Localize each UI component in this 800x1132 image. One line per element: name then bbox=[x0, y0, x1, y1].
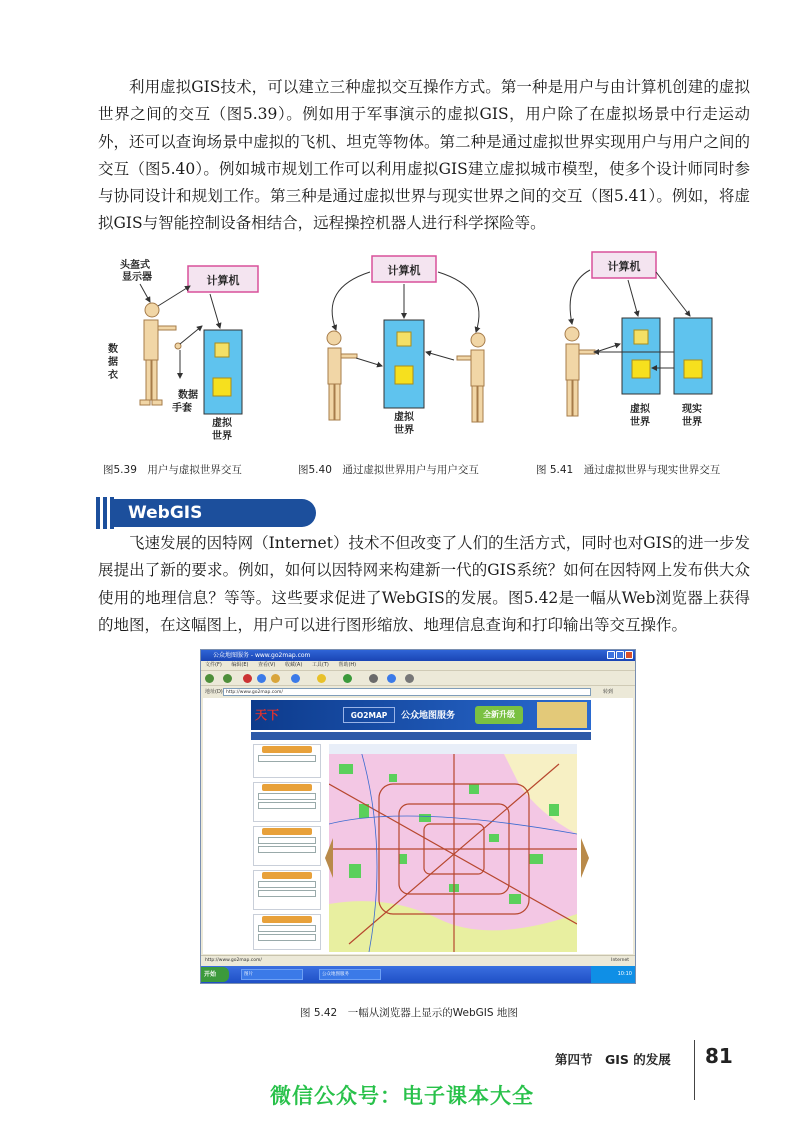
status-zone: Internet bbox=[611, 958, 629, 963]
mail-icon[interactable] bbox=[387, 674, 396, 683]
start-button[interactable]: 开始 bbox=[201, 967, 229, 982]
section-title: WebGIS bbox=[114, 499, 316, 527]
map-drawing bbox=[329, 744, 577, 952]
cube-icon bbox=[215, 343, 229, 357]
back-icon[interactable] bbox=[205, 674, 214, 683]
figure-5-39 bbox=[100, 248, 270, 453]
city-map[interactable] bbox=[329, 744, 577, 952]
home-icon[interactable] bbox=[271, 674, 280, 683]
search-icon[interactable] bbox=[291, 674, 300, 683]
person-left-icon bbox=[327, 331, 357, 420]
menu-bar bbox=[201, 661, 635, 670]
dataglove-label: 数据手套 bbox=[172, 390, 198, 414]
service-title: 公众地图服务 bbox=[401, 711, 456, 721]
person-right-icon bbox=[457, 333, 485, 422]
square-icon bbox=[213, 378, 231, 396]
svg-text:虚拟世界: 虚拟世界 bbox=[630, 404, 650, 428]
intro-paragraph: 利用虚拟GIS技术，可以建立三种虚拟交互操作方式。第一种是用户与由计算机创建的虚拟世界之间的交互（图5.39）。例如用于军事演示的虚拟GIS，用户除了在虚拟场景中行走运动外，还可以查询场景中虚拟的飞机、坦克等物体。第二种是通过虚拟世界实现用户与用户之间的交互（图5.40）。例如城市规划工作可以利用虚拟GIS建立虚拟城市模型，使多个设计师同时参与协同设计和规划工作。第三种是通过虚拟世界与现实世界之间的交互（图5.41）。例如，将虚拟GIS与智能控制设备相结合，远程操控机器人进行科学探险等。 bbox=[98, 78, 750, 233]
close-icon[interactable] bbox=[625, 651, 633, 659]
pan-right-icon[interactable] bbox=[581, 838, 589, 878]
minimize-icon[interactable] bbox=[607, 651, 615, 659]
page-number: 81 bbox=[705, 1044, 733, 1068]
status-url: http://www.go2map.com/ bbox=[205, 958, 262, 963]
web-page bbox=[203, 698, 633, 954]
menu-edit[interactable]: 编辑(E) bbox=[231, 662, 249, 668]
svg-text:虚拟世界: 虚拟世界 bbox=[394, 412, 414, 436]
caption-5-40: 图5.40 通过虚拟世界用户与用户交互 bbox=[298, 464, 479, 476]
figure-5-40 bbox=[300, 248, 500, 453]
go-button[interactable]: 转到 bbox=[602, 689, 613, 695]
computer-label: 计算机 bbox=[206, 274, 240, 287]
svg-text:计算机: 计算机 bbox=[607, 260, 641, 273]
banner-map-thumbnail bbox=[537, 702, 587, 728]
system-tray-clock: 10:10 bbox=[591, 966, 635, 983]
figure-5-41 bbox=[548, 248, 728, 453]
go2map-logo[interactable]: GO2MAP bbox=[343, 707, 395, 723]
maximize-icon[interactable] bbox=[616, 651, 624, 659]
menu-tools[interactable]: 工具(T) bbox=[311, 662, 329, 668]
forward-icon[interactable] bbox=[223, 674, 232, 683]
caption-5-39: 图5.39 用户与虚拟世界交互 bbox=[103, 464, 242, 476]
media-icon[interactable] bbox=[343, 674, 352, 683]
nearby-search-panel bbox=[253, 870, 321, 910]
virtual-world-label: 虚拟世界 bbox=[212, 418, 232, 442]
window-title: 公众地图服务 - www.go2map.com bbox=[213, 652, 311, 659]
menu-favorites[interactable]: 收藏(A) bbox=[284, 662, 303, 668]
figure-5-39-drawing bbox=[100, 248, 270, 453]
map-toolbar[interactable] bbox=[329, 744, 577, 754]
footer-divider bbox=[694, 1040, 695, 1100]
address-input[interactable]: http://www.go2map.com/ bbox=[223, 688, 591, 696]
print-icon[interactable] bbox=[405, 674, 414, 683]
site-banner bbox=[251, 700, 591, 730]
watermark: 微信公众号：电子课本大全 bbox=[270, 1084, 534, 1108]
address-label: 地址(D) bbox=[205, 689, 223, 695]
section-header bbox=[96, 497, 336, 529]
route-search-panel bbox=[253, 914, 321, 950]
browser-toolbar bbox=[201, 670, 635, 686]
status-bar bbox=[201, 955, 635, 965]
menu-file[interactable]: 文件(F) bbox=[205, 662, 222, 668]
upgrade-badge[interactable]: 全新升级 bbox=[475, 706, 523, 724]
refresh-icon[interactable] bbox=[257, 674, 266, 683]
menu-help[interactable]: 帮助(H) bbox=[338, 662, 357, 668]
stop-icon[interactable] bbox=[243, 674, 252, 683]
favorites-icon[interactable] bbox=[317, 674, 326, 683]
svg-text:计算机: 计算机 bbox=[387, 264, 421, 277]
person-icon bbox=[140, 303, 176, 405]
footer-section: 第四节 GIS 的发展 bbox=[555, 1052, 671, 1067]
figure-5-41-drawing bbox=[548, 248, 728, 453]
webgis-paragraph: 飞速发展的因特网（Internet）技术不但改变了人们的生活方式，同时也对GIS的进一步发展提出了新的要求。例如，如何以因特网来构建新一代的GIS系统？如何在因特网上发布供大众使用的地理信息？等等。这些要求促进了WebGIS的发展。图5.42是一幅从Web浏览器上获得的地图，在这幅图上，用户可以进行图形缩放、地理信息查询和打印输出等交互操作。 bbox=[98, 534, 750, 634]
history-icon[interactable] bbox=[369, 674, 378, 683]
caption-5-41: 图 5.41 通过虚拟世界与现实世界交互 bbox=[536, 464, 721, 476]
person-icon bbox=[565, 327, 595, 416]
taskbar-item-2[interactable]: 公众地图服务 bbox=[319, 969, 381, 980]
window-titlebar bbox=[201, 650, 635, 661]
menu-view[interactable]: 查看(V) bbox=[258, 662, 276, 668]
browser-screenshot bbox=[200, 649, 636, 984]
taskbar-item-1[interactable]: 图片 bbox=[241, 969, 303, 980]
address-bar bbox=[201, 686, 635, 698]
real-world-label: 现实世界 bbox=[682, 404, 702, 428]
bus-search-panel bbox=[253, 826, 321, 866]
site-logo[interactable]: 天下 bbox=[255, 708, 280, 722]
figure-5-40-drawing bbox=[300, 248, 500, 453]
caption-5-42: 图 5.42 一幅从浏览器上显示的WebGIS 地图 bbox=[300, 1007, 518, 1019]
place-search-panel bbox=[253, 782, 321, 822]
hmd-label: 头盔式显示器 bbox=[120, 260, 152, 283]
search-sidebar bbox=[251, 744, 325, 952]
site-nav[interactable] bbox=[251, 732, 591, 740]
dataclothes-label: 数据衣 bbox=[108, 344, 118, 381]
city-panel bbox=[253, 744, 321, 778]
taskbar bbox=[201, 966, 635, 983]
